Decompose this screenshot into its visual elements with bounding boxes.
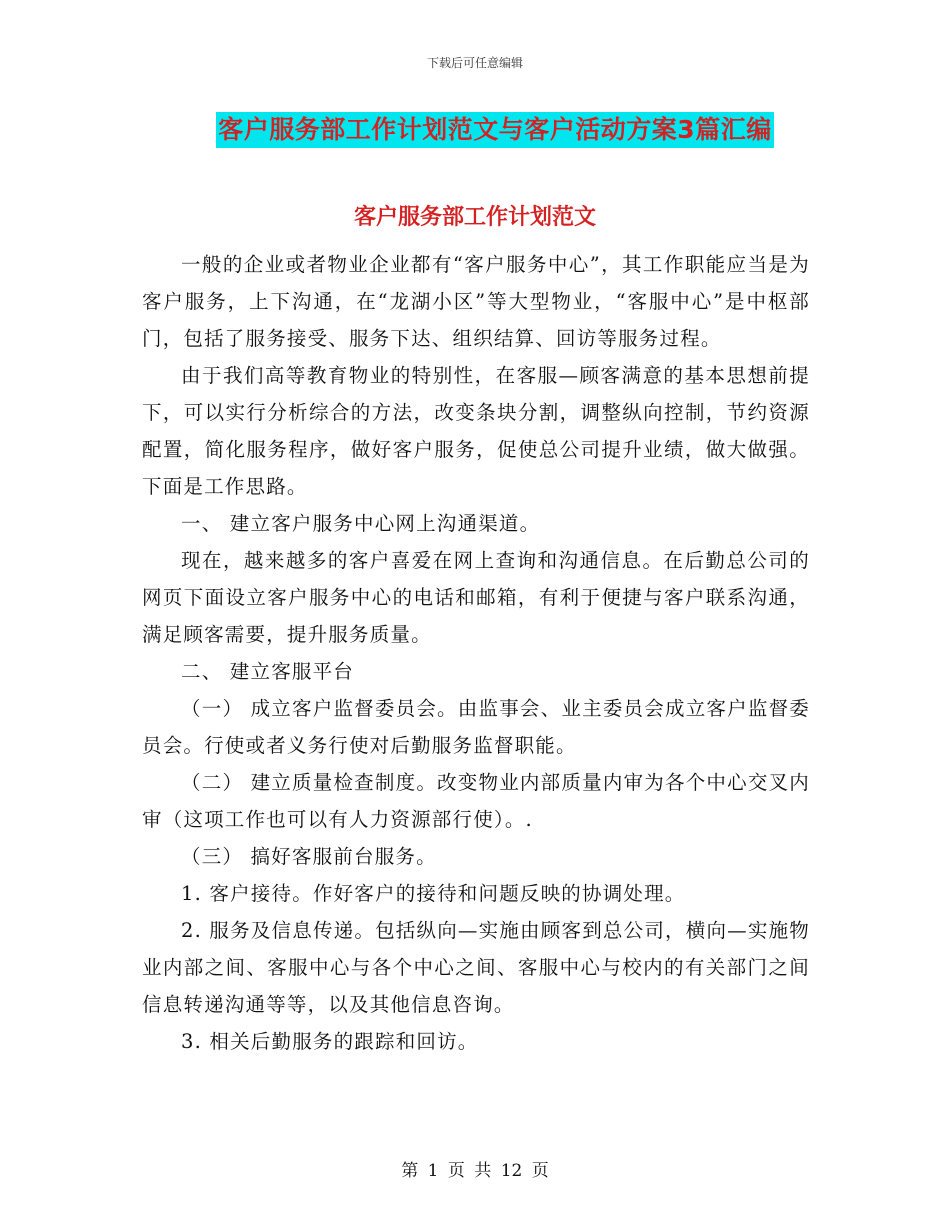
header-note: 下载后可任意编辑 bbox=[426, 56, 523, 70]
paragraph: 一、 建立客户服务中心网上沟通渠道。 bbox=[181, 512, 541, 535]
paragraph: 2. 服务及信息传递。包括纵向—实施由顾客到总公司，横向—实施物业内部之间、客服中心与各个中心之间、客服中心与校内的有关部门之间信息转递沟通等等，以及其他信息咨询。 bbox=[142, 919, 810, 1016]
main-title-container bbox=[0, 112, 950, 148]
paragraph: 3. 相关后勤服务的跟踪和回访。 bbox=[181, 1030, 479, 1053]
paragraph: 1. 客户接待。作好客户的接待和问题反映的协调处理。 bbox=[181, 882, 686, 905]
paragraph: 现在，越来越多的客户喜爱在网上查询和沟通信息。在后勤总公司的网页下面设立客户服务中心的电话和邮箱，有利于便捷与客户联系沟通，满足顾客需要，提升服务质量。 bbox=[142, 549, 810, 646]
document-body bbox=[142, 246, 810, 1060]
paragraph: 二、 建立客服平台 bbox=[181, 660, 354, 683]
document-title: 客户服务部工作计划范文与客户活动方案3篇汇编 bbox=[216, 112, 773, 148]
page-number: 第 1 页 共 12 页 bbox=[401, 1161, 549, 1181]
paragraph: （三） 搞好客服前台服务。 bbox=[181, 845, 437, 868]
paragraph: （一） 成立客户监督委员会。由监事会、业主委员会成立客户监督委员会。行使或者义务行使对后勤服务监督职能。 bbox=[142, 697, 810, 757]
paragraph: 由于我们高等教育物业的特别性，在客服—顾客满意的基本思想前提下，可以实行分析综合的方法，改变条块分割，调整纵向控制，节约资源配置，简化服务程序，做好客户服务，促使总公司提升业绩，做大做强。下面是工作思路。 bbox=[142, 364, 810, 498]
paragraph: （二） 建立质量检查制度。改变物业内部质量内审为各个中心交叉内审（这项工作也可以有人力资源部行使）。. bbox=[142, 771, 810, 831]
section-title: 客户服务部工作计划范文 bbox=[353, 205, 596, 230]
paragraph: 一般的企业或者物业企业都有“客户服务中心”，其工作职能应当是为客户服务，上下沟通，在“龙湖小区”等大型物业，“客服中心”是中枢部门，包括了服务接受、服务下达、组织结算、回访等服务过程。 bbox=[142, 253, 810, 350]
